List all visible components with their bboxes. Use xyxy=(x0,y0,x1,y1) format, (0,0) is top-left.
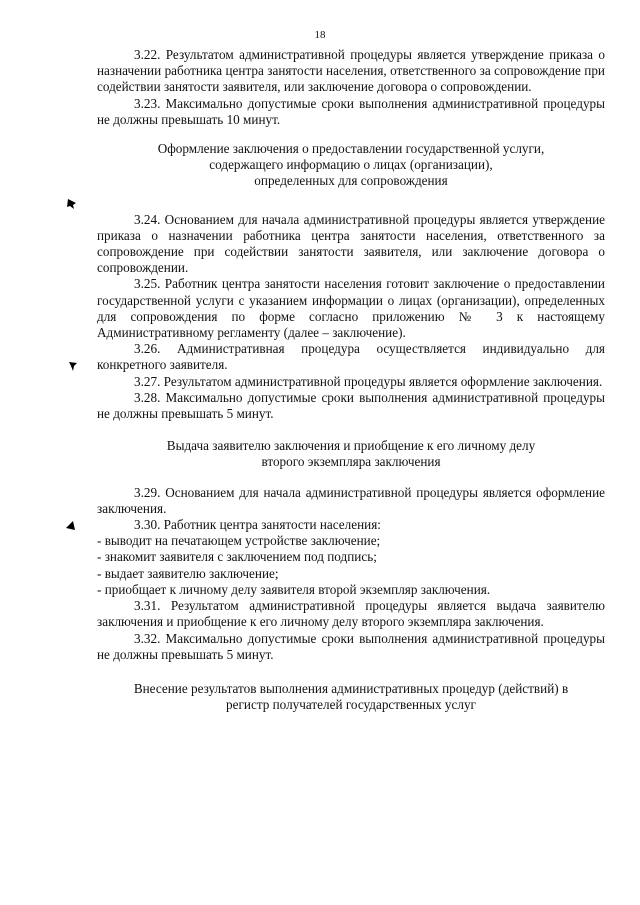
paragraph-3-32: 3.32. Максимально допустимые сроки выполнения административной процедуры не должны превышать 5 минут. xyxy=(97,630,605,662)
paragraph-3-28: 3.28. Максимально допустимые сроки выполнения административной процедуры не должны превышать 5 минут. xyxy=(97,389,605,422)
scan-mark-icon xyxy=(65,520,77,532)
section-heading-conclusion-preparation xyxy=(97,141,605,190)
heading-line: второго экземпляра заключения xyxy=(261,454,441,470)
page-number: 18 xyxy=(314,29,326,41)
list-item: - выдает заявителю заключение; xyxy=(97,565,279,581)
list-item: - выводит на печатающем устройстве заключение; xyxy=(97,533,381,549)
list-item: - знакомит заявителя с заключением под подпись; xyxy=(97,549,377,565)
heading-line: содержащего информацию о лицах (организации), xyxy=(209,157,493,173)
paragraph-3-27: 3.27. Результатом административной процедуры является оформление заключения. xyxy=(134,373,603,389)
heading-line: Выдача заявителю заключения и приобщение к его личному делу xyxy=(166,438,536,454)
paragraph-3-31: 3.31. Результатом административной процедуры является выдача заявителю заключения и приобщение к его личному делу второго экземпляра заключения. xyxy=(97,598,605,630)
section-heading-conclusion-issuance xyxy=(97,438,605,470)
list-item: - приобщает к личному делу заявителя второй экземпляр заключения. xyxy=(97,581,491,597)
paragraph-3-29: 3.29. Основанием для начала административной процедуры является оформление заключения. xyxy=(97,484,605,516)
section-heading-register-entry xyxy=(97,681,605,713)
paragraph-3-26: 3.26. Административная процедура осуществляется индивидуально для конкретного заявителя. xyxy=(97,341,605,373)
scan-mark-icon xyxy=(68,360,78,372)
heading-line: регистр получателей государственных услуг xyxy=(226,697,476,713)
scan-mark-icon xyxy=(66,197,78,211)
heading-line: Внесение результатов выполнения административных процедур (действий) в xyxy=(133,680,569,696)
paragraph-3-24: 3.24. Основанием для начала административной процедуры является утверждение приказа о назначении работника центра занятости населения, ответственного за сопровождение при содействии занятости заявителя, или заключение договора о сопровождении. xyxy=(97,211,605,276)
document-body xyxy=(97,47,605,727)
heading-line: определенных для сопровождения xyxy=(254,173,448,189)
heading-line: Оформление заключения о предоставлении государственной услуги, xyxy=(157,141,545,157)
paragraph-3-23: 3.23. Максимально допустимые сроки выполнения административной процедуры не должны превышать 10 минут. xyxy=(97,95,605,127)
paragraph-3-25: 3.25. Работник центра занятости населения готовит заключение о предоставлении государственной услуги с указанием информации о лицах (организации), определенных для сопровождения по форме согласно приложению № 3 к настоящему Административному регламенту (далее – заключение). xyxy=(97,276,605,341)
paragraph-3-30: 3.30. Работник центра занятости населения: xyxy=(134,517,381,533)
paragraph-3-22: 3.22. Результатом административной процедуры является утверждение приказа о назначении работника центра занятости населения, ответственного за сопровождение при содействии занятости заявителя, или заключение договора о сопровождении. xyxy=(97,47,605,95)
